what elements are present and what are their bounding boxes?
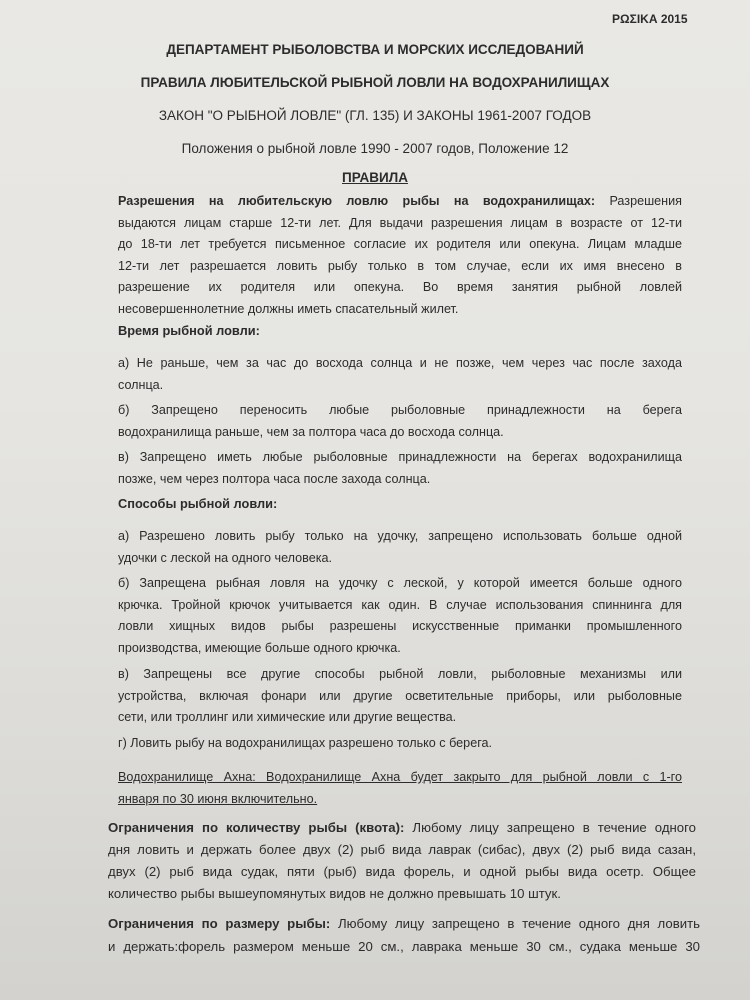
fishing-time-item-b: [118, 400, 682, 443]
law-reference: ЗАКОН "О РЫБНОЙ ЛОВЛЕ" (ГЛ. 135) И ЗАКОНЫ 1961-2007 ГОДОВ: [158, 108, 592, 123]
fishing-time-heading: Время рыбной ловли:: [118, 323, 260, 338]
fishing-methods-heading: Способы рыбной ловли:: [118, 496, 278, 511]
quota-line: двух (2) рыб вида судак, пяти (рыб) вида форель, и одной рыбы вида осетр. Общее: [108, 864, 696, 879]
fishing-methods-item-d: [118, 733, 682, 755]
item-line: позже, чем через полтора часа после захода солнца.: [118, 471, 431, 486]
permits-title: Разрешения на любительскую ловлю рыбы на водохранилищах:: [118, 194, 596, 208]
quota-line: количество рыбы вышеупомянутых видов не должно превышать 10 штук.: [108, 886, 561, 901]
size-limits-line: и держать:форель размером меньше 20 см., лаврака меньше 30 см., судака меньше 30: [108, 939, 700, 954]
permits-paragraph: [118, 191, 682, 320]
permits-line: 12-ти лет разрешается ловить рыбу только в том случае, если их имя внесено в: [118, 258, 682, 273]
item-line: крючка. Тройной крючок учитывается как один. В случае использования спиннинга для: [118, 597, 682, 612]
reservoir-notice: [118, 767, 682, 810]
item-line: а) Не раньше, чем за час до восхода солнца и не позже, чем через час после захода: [118, 356, 682, 370]
notice-line: Водохранилище Ахна: Водохранилище Ахна будет закрыто для рыбной ловли с 1-го: [118, 770, 682, 784]
document-title: ПРАВИЛА ЛЮБИТЕЛЬСКОЙ РЫБНОЙ ЛОВЛИ НА ВОДОХРАНИЛИЩАХ: [140, 75, 610, 90]
item-line: в) Запрещены все другие способы рыбной ловли, рыболовные механизмы или: [118, 667, 682, 681]
size-limits-line: Любому лицу запрещено в течение одного дня ловить: [330, 916, 700, 931]
size-limits-first-line: [108, 912, 700, 935]
item-line: удочки с леской на одного человека.: [118, 550, 332, 565]
fishing-methods-item-c: [118, 664, 682, 729]
permits-line: выдаются лицам старше 12-ти лет. Для выдачи разрешения лицам в возрасте от 12-ти: [118, 215, 682, 230]
permits-line: несовершеннолетние должны иметь спасательный жилет.: [118, 301, 459, 316]
item-line: ловли хищных видов рыбы разрешены искусственные приманки промышленного: [118, 619, 682, 633]
item-line: производства, имеющие больше одного крючка.: [118, 640, 401, 655]
item-line: г) Ловить рыбу на водохранилищах разрешено только с берега.: [118, 736, 493, 750]
size-limits-title: Ограничения по размеру рыбы:: [108, 916, 331, 931]
item-line: солнца.: [118, 377, 164, 392]
quota-first-line: [108, 817, 696, 839]
fishing-methods-item-a: [118, 526, 682, 569]
fishing-time-item-c: [118, 447, 682, 490]
size-limits-paragraph: [108, 912, 700, 958]
document-code: ΡΩΣΙΚΑ 2015: [612, 12, 688, 26]
item-line: устройства, включая фонари или другие осветительные приборы, или рыболовные: [118, 688, 682, 703]
quota-line: Любому лицу запрещено в течение одного: [404, 820, 696, 835]
item-line: а) Разрешено ловить рыбу только на удочку, запрещено использовать больше одной: [118, 529, 682, 543]
item-line: сети, или троллинг или химические или другие вещества.: [118, 710, 457, 724]
quota-line: дня ловить и держать более двух (2) рыб вида лаврак (сибас), двух (2) рыб вида сазан,: [108, 842, 696, 857]
fishing-time-item-a: [118, 353, 682, 396]
permits-line: Разрешения: [595, 194, 682, 208]
permits-line: до 18-ти лет требуется письменное согласие их родителя или опекуна. Лицам младше: [118, 237, 682, 251]
regulation-reference: Положения о рыбной ловле 1990 - 2007 годов, Положение 12: [181, 141, 569, 156]
permits-line: разрешение их родителя или опекуна. Во время занятия рыбной ловлей: [118, 280, 682, 294]
fishing-methods-item-b: [118, 573, 682, 659]
item-line: водохранилища раньше, чем за полтора часа до восхода солнца.: [118, 424, 504, 439]
item-line: б) Запрещено переносить любые рыболовные принадлежности на берега: [118, 403, 682, 417]
permits-first-line: [118, 191, 682, 213]
department-title: ДЕПАРТАМЕНТ РЫБОЛОВСТВА И МОРСКИХ ИССЛЕДОВАНИЙ: [166, 42, 584, 57]
item-line: б) Запрещена рыбная ловля на удочку с леской, у которой имеется больше одного: [118, 576, 682, 590]
notice-line: января по 30 июня включительно.: [118, 791, 318, 806]
rules-heading: ПРАВИЛА: [342, 170, 408, 185]
quota-paragraph: [108, 817, 696, 905]
item-line: в) Запрещено иметь любые рыболовные принадлежности на берегах водохранилища: [118, 450, 682, 464]
quota-title: Ограничения по количеству рыбы (квота):: [108, 820, 405, 835]
